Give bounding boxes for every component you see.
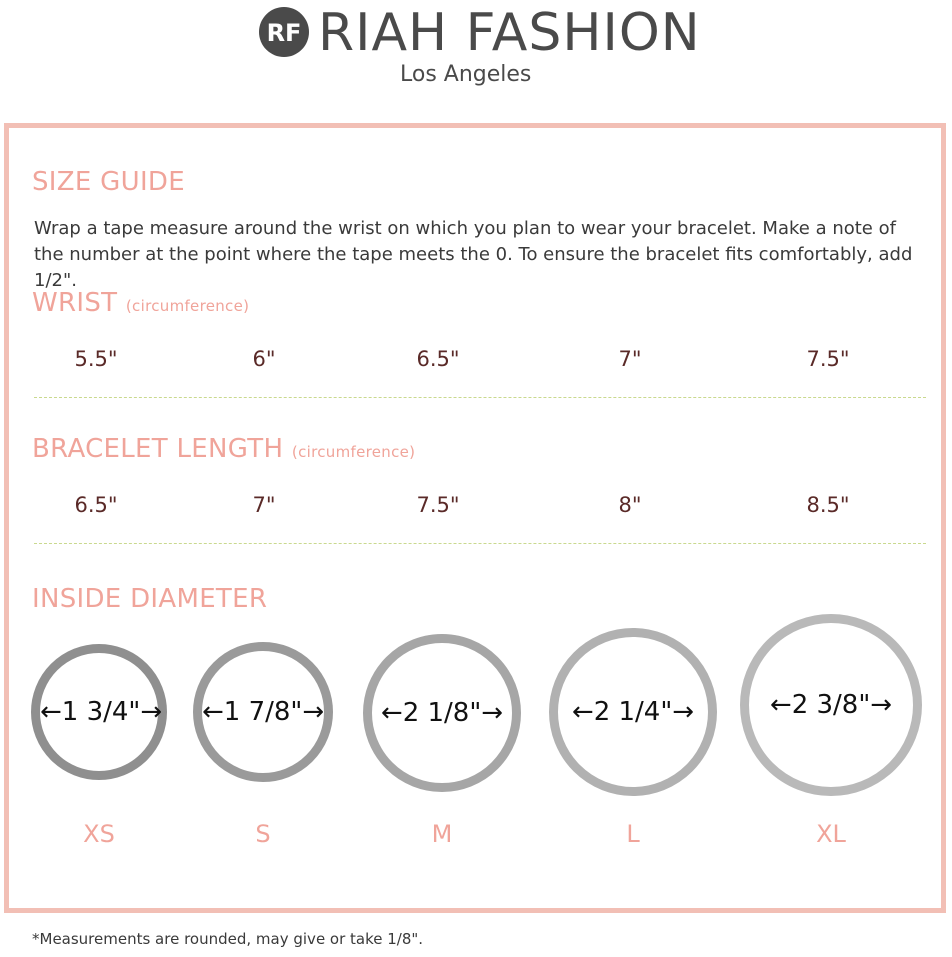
size-label-s: S: [255, 820, 271, 848]
brand-name: RIAH FASHION: [318, 3, 701, 63]
ring-measure: ←2 1/4"→: [571, 697, 695, 727]
rf-monogram-icon: [258, 6, 310, 58]
ring-xs: [31, 644, 167, 780]
ring-s: [193, 642, 333, 782]
bracelet-length-divider: [34, 543, 926, 544]
ring-measure: ←2 3/8"→: [769, 690, 893, 720]
bracelet-length-subtitle: (circumference): [291, 443, 416, 461]
wrist-title: WRIST: [32, 288, 118, 318]
size-guide-title: SIZE GUIDE: [32, 167, 185, 197]
wrist-value: 7": [618, 347, 642, 371]
wrist-value: 7.5": [806, 347, 850, 371]
brand-location: Los Angeles: [400, 62, 532, 87]
bracelet-length-values-row: [0, 490, 952, 520]
brand-header: [0, 0, 952, 110]
bracelet-length-heading: [32, 434, 415, 467]
wrist-value: 6": [252, 347, 276, 371]
inside-diameter-title: INSIDE DIAMETER: [32, 584, 268, 614]
ring-l: [549, 628, 717, 796]
wrist-value: 6.5": [416, 347, 460, 371]
wrist-heading: [32, 288, 249, 321]
size-guide-intro: Wrap a tape measure around the wrist on which you plan to wear your bracelet. Make a note of the number at the point where the tape meets the 0. To ensure the bracelet fits comfortably, add 1/2".: [34, 218, 913, 291]
svg-text:RF: RF: [266, 19, 302, 47]
bracelet-length-value: 6.5": [74, 493, 118, 517]
ring-measure: ←2 1/8"→: [380, 698, 504, 728]
ring-measure: ←1 3/4"→: [40, 697, 163, 727]
ring-measure: ←1 7/8"→: [202, 697, 325, 727]
size-label-m: M: [431, 820, 453, 848]
ring-m: [363, 634, 521, 792]
wrist-subtitle: (circumference): [125, 297, 250, 315]
size-label-l: L: [626, 820, 640, 848]
footnote: *Measurements are rounded, may give or take 1/8".: [32, 930, 424, 948]
bracelet-length-value: 8.5": [806, 493, 850, 517]
bracelet-length-value: 7.5": [416, 493, 460, 517]
bracelet-length-value: 7": [252, 493, 276, 517]
size-label-xs: XS: [83, 820, 115, 848]
bracelet-length-value: 8": [618, 493, 642, 517]
ring-xl: [740, 614, 922, 796]
wrist-value: 5.5": [74, 347, 118, 371]
wrist-divider: [34, 397, 926, 398]
wrist-values-row: [0, 344, 952, 374]
size-label-xl: XL: [816, 820, 846, 848]
bracelet-length-title: BRACELET LENGTH: [32, 434, 284, 464]
